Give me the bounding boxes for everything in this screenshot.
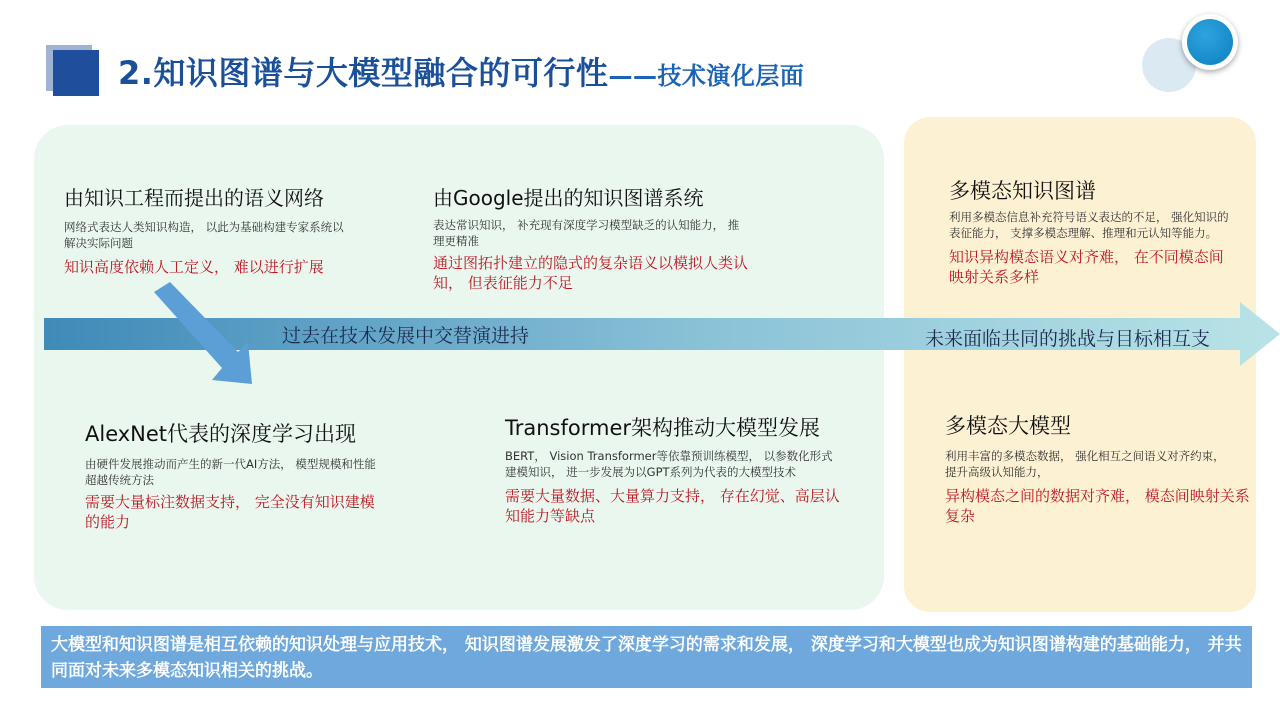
block-title: Transformer架构推动大模型发展 (505, 416, 821, 440)
timeline-past-label: 过去在技术发展中交替演进持 (282, 325, 530, 347)
block-description: 利用多模态信息补充符号语义表达的不足， 强化知识的表征能力， 支撑多模态理解、推理和元认知等能力。 (949, 210, 1229, 240)
page-title-sub: ——技术演化层面 (608, 62, 805, 90)
block-problem: 通过图拓扑建立的隐式的复杂语义以模拟人类认知， 但表征能力不足 (433, 254, 749, 292)
block-title: 多模态大模型 (945, 414, 1071, 438)
block-problem: 需要大量标注数据支持， 完全没有知识建模的能力 (85, 493, 375, 531)
block-semantic-network (64, 182, 364, 277)
block-multimodal-kg (949, 175, 1234, 287)
block-problem: 知识高度依赖人工定义， 难以进行扩展 (64, 258, 324, 276)
block-problem: 需要大量数据、大量算力支持， 存在幻觉、高层认知能力等缺点 (505, 487, 840, 525)
title-decoration-front-square (53, 50, 99, 96)
block-title: 多模态知识图谱 (949, 179, 1096, 203)
page-title (118, 48, 804, 94)
block-title: AlexNet代表的深度学习出现 (85, 422, 357, 446)
block-alexnet (85, 418, 385, 532)
block-multimodal-lm (945, 410, 1250, 526)
summary-banner: 大模型和知识图谱是相互依赖的知识处理与应用技术， 知识图谱发展激发了深度学习的需求和发展， 深度学习和大模型也成为知识图谱构建的基础能力， 并共同面对未来多模态知识相关的挑战。 (41, 626, 1252, 688)
block-description: 网络式表达人类知识构造， 以此为基础构建专家系统以解决实际问题 (64, 220, 344, 250)
block-title: 由Google提出的知识图谱系统 (433, 186, 704, 210)
block-description: 由硬件发展推动而产生的新一代AI方法， 模型规模和性能超越传统方法 (85, 457, 376, 487)
timeline-future-label: 未来面临共同的挑战与目标相互支 (925, 328, 1211, 350)
block-problem: 知识异构模态语义对齐难， 在不同模态间映射关系多样 (949, 248, 1224, 286)
block-problem: 异构模态之间的数据对齐难， 模态间映射关系复杂 (945, 487, 1250, 525)
block-description: BERT， Vision Transformer等依靠预训练模型， 以参数化形式建模知识， 进一步发展为以GPT系列为代表的大模型技术 (505, 449, 833, 479)
page-title-main: 2.知识图谱与大模型融合的可行性 (118, 54, 609, 92)
block-description: 利用丰富的多模态数据， 强化相互之间语义对齐约束， 提升高级认知能力， (945, 449, 1225, 479)
block-title: 由知识工程而提出的语义网络 (64, 186, 324, 210)
block-description: 表达常识知识， 补充现有深度学习模型缺乏的认知能力， 推理更精准 (433, 218, 740, 248)
block-transformer (505, 412, 850, 526)
decorative-circle-core (1187, 19, 1233, 65)
diagonal-down-arrow (140, 280, 260, 390)
block-google-kg (433, 182, 763, 293)
